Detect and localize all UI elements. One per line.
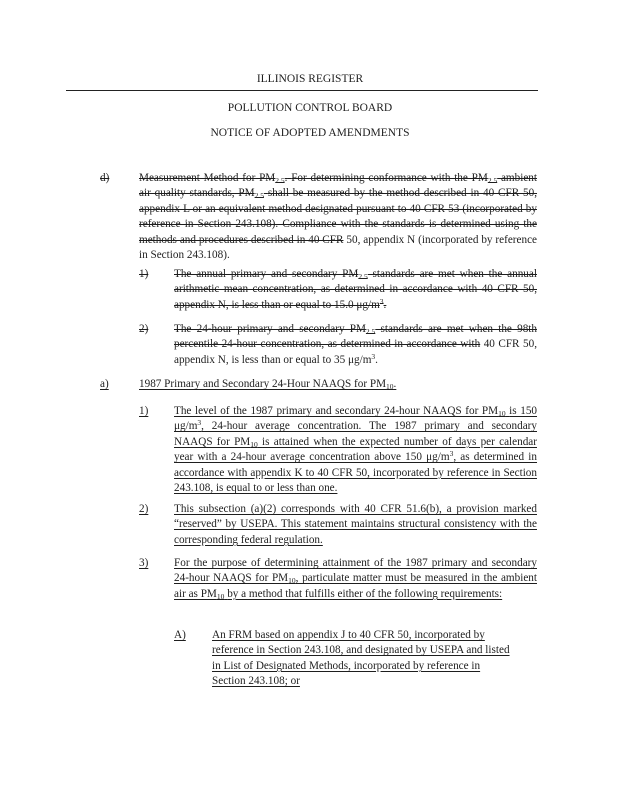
section-a-item-1-label: 1) [139,405,149,417]
section-d-item-1-text: The annual primary and secondary $PM_{2.5}$ standards are met when the annual arithmetic mean concentration, as determined in accordance with 40 CFR 50, appendix N, is less than or equal to 15.0 $\mu g/m^3$. [174,268,537,311]
section-a-item-1-text: The level of the 1987 primary and secondary 24-hour NAAQS for $PM_{10}$ is 150 $\mu g/m^3$, 24-hour average concentration. The 1987 primary and secondary NAAQS for $PM_{10}$ is attained when the expected number of days per calendar year with a 24-hour average concentration above 150 $\mu g/m^3$, as determined in accordance with appendix K to 40 CFR 50, incorporated by reference in Section 243.108, is equal to or less than one. [174,405,538,495]
section-a-item-2-text: This subsection (a)(2) corresponds with 40 CFR 51.6(b), a provision marked “reserved” by USEPA. This statement maintains structural consistency with the corresponding federal regulation. [174,503,537,546]
section-a-heading: 1987 Primary and Secondary 24-Hour NAAQS for $PM_{10}$. [139,378,397,391]
header-rule [66,90,538,91]
section-a-item-2-label: 2) [139,503,149,515]
section-a-label: a) [100,378,109,390]
register-title: ILLINOIS REGISTER [256,73,364,85]
section-d-label: d) [100,172,110,184]
section-d-paragraph: Measurement Method for $PM_{2.5}$. For determining conformance with the $PM_{2.5}$ ambient air quality standards, $PM_{2.5}$ shall be measured by the method described in 40 CFR 50, appendix L or an equivalent method designated pursuant to 40 CFR 53 (incorporated by reference in Section 243.108). Compliance with the standards is determined using the methods and procedures described in 40 CFR 50, appendix N (incorporated by reference in Section 243.108). [139,172,538,262]
section-a-item-3-label: 3) [139,557,149,569]
section-a-item-3-sub-a-label: A) [174,629,186,641]
section-a-item-3-text: For the purpose of determining attainment of the 1987 primary and secondary 24-hour NAAQS for $PM_{10}$, particulate matter must be measured in the ambient air as $PM_{10}$ by a method that fulfills either of the following requirements: [174,557,537,601]
notice-title: NOTICE OF ADOPTED AMENDMENTS [210,127,410,139]
section-a-item-3-sub-a-text: An FRM based on appendix J to 40 CFR 50, incorporated by reference in Section 243.108, and designated by USEPA and listed in List of Designated Methods, incorporated by reference in Section 243.108; or [212,629,510,688]
section-d-item-2-text: The 24-hour primary and secondary $PM_{2.5}$ standards are met when the 98th percentile 24-hour concentration, as determined in accordance with 40 CFR 50, appendix N, is less than or equal to 35 $\mu g/m^3$. [174,323,537,366]
section-d-item-1-label: 1) [139,268,149,280]
section-d-item-2-label: 2) [139,323,149,335]
board-title: POLLUTION CONTROL BOARD [227,102,393,114]
